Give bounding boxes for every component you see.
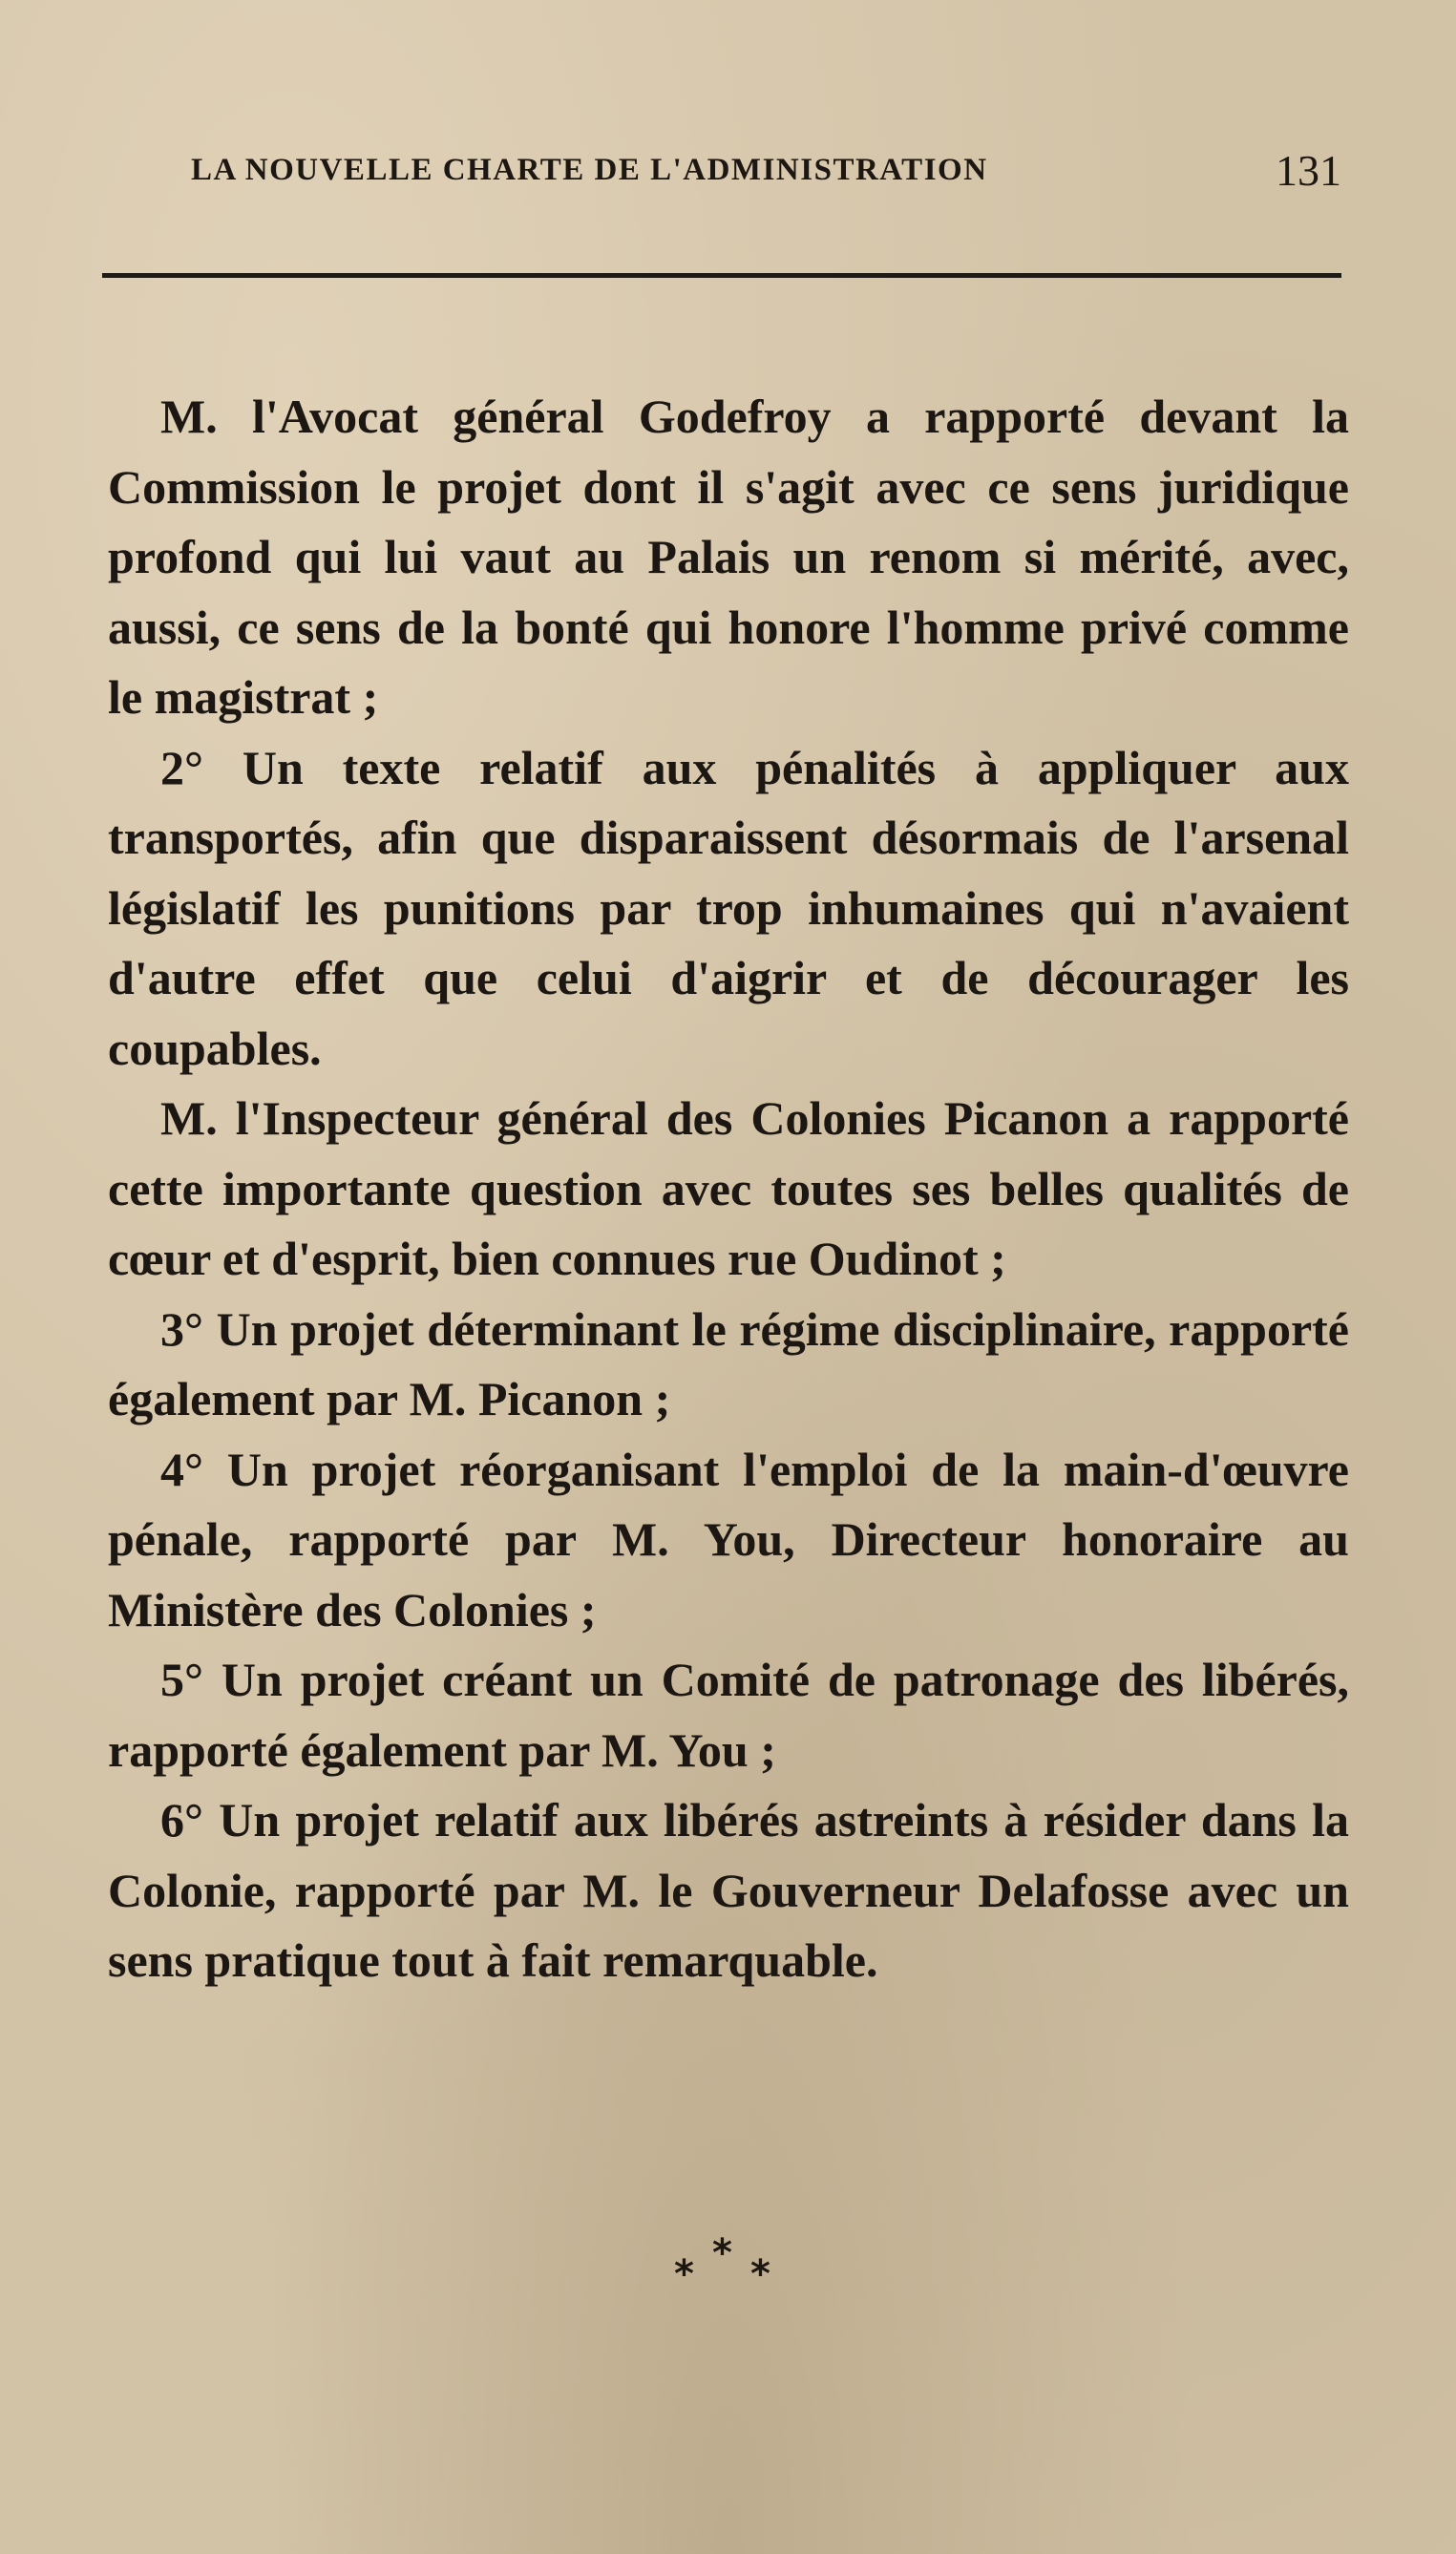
paragraph-picanon: M. l'Inspecteur général des Colonies Picanon a rapporté cette importante question avec toutes ses belles qualités de cœur et d'esprit, bien connues rue Oudinot ; [108,1091,1349,1285]
asterism-star-right: * [750,2252,770,2296]
paragraph-godefroy: M. l'Avocat général Godefroy a rapporté devant la Commission le projet dont il s'agit avec ce sens juridique profond qui lui vaut au Palais un renom si mérité, avec, aussi, ce sens de la bonté qui honore l'homme privé comme le magistrat ; [108,390,1349,724]
page-number: 131 [1276,146,1341,195]
paragraph-item-2: 2° Un texte relatif aux pénalités à appliquer aux transportés, afin que disparaissent désormais de l'arsenal législatif les punitions par trop inhumaines qui n'avaient d'autre effet que celui d'aigrir et de décourager les coupables. [108,740,1349,1075]
body-text [108,382,1349,1996]
asterism-star-left: * [674,2252,694,2296]
paragraph-item-5: 5° Un projet créant un Comité de patronage des libérés, rapporté également par M. You ; [108,1653,1349,1777]
asterism-separator [668,2231,783,2296]
paragraph-item-6: 6° Un projet relatif aux libérés astreints à résider dans la Colonie, rapporté par M. le Gouverneur Delafosse avec un sens pratique tout à fait remarquable. [108,1793,1349,1987]
running-title: LA NOUVELLE CHARTE DE L'ADMINISTRATION [191,153,988,187]
paragraph-item-3: 3° Un projet déterminant le régime disciplinaire, rapporté également par M. Picanon ; [108,1301,1349,1425]
asterism-star-top: * [712,2231,732,2275]
header-rule [102,273,1341,278]
paragraph-item-4: 4° Un projet réorganisant l'emploi de la main-d'œuvre pénale, rapporté par M. You, Directeur honoraire au Ministère des Colonies ; [108,1442,1349,1636]
running-head [191,143,1341,201]
